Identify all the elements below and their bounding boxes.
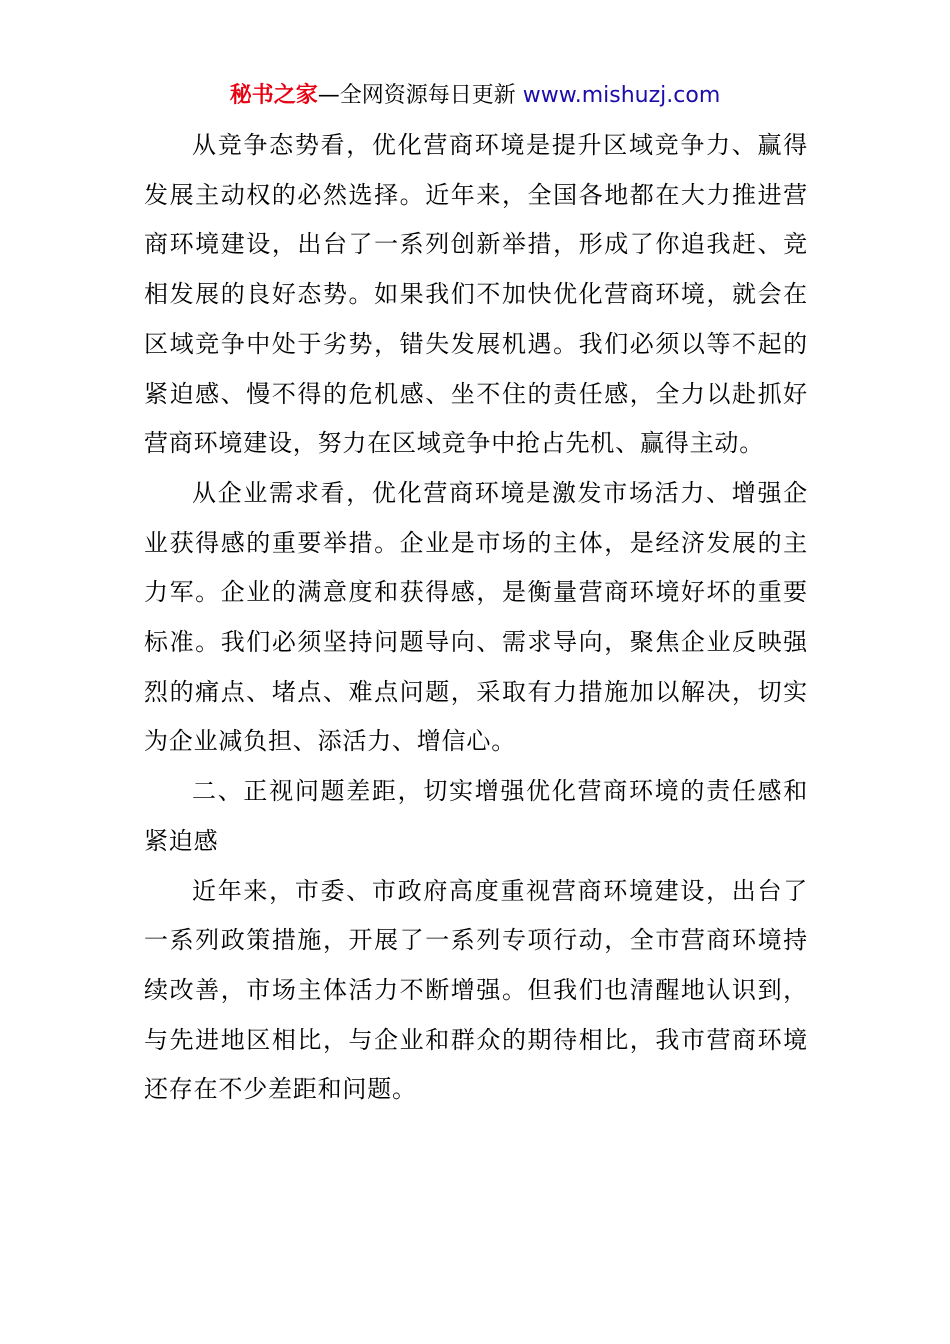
brand-name: 秘书之家: [229, 83, 318, 108]
header-tagline: —全网资源每日更新: [317, 83, 516, 108]
paragraph-competition: 从竞争态势看，优化营商环境是提升区域竞争力、赢得发展主动权的必然选择。近年来，全国各地都在大力推进营商环境建设，出台了一系列创新举措，形成了你追我赶、竞相发展的良好态势。如果我们不加快优化营商环境，就会在区域竞争中处于劣势，错失发展机遇。我们必须以等不起的紧迫感、慢不得的危机感、坐不住的责任感，全力以赴抓好营商环境建设，努力在区域竞争中抢占先机、赢得主动。: [144, 131, 808, 458]
site-link[interactable]: www.mishuzj.com: [522, 83, 721, 108]
paragraph-recent-years: 近年来，市委、市政府高度重视营商环境建设，出台了一系列政策措施，开展了一系列专项行动，全市营商环境持续改善，市场主体活力不断增强。但我们也清醒地认识到，与先进地区相比，与企业和群众的期待相比，我市营商环境还存在不少差距和问题。: [144, 876, 808, 1104]
paragraph-enterprise-demand: 从企业需求看，优化营商环境是激发市场活力、增强企业获得感的重要举措。企业是市场的主体，是经济发展的主力军。企业的满意度和获得感，是衡量营商环境好坏的重要标准。我们必须坚持问题导向、需求导向，聚焦企业反映强烈的痛点、堵点、难点问题，采取有力措施加以解决，切实为企业减负担、添活力、增信心。: [144, 478, 808, 756]
section-heading-2: 二、正视问题差距，切实增强优化营商环境的责任感和紧迫感: [144, 777, 808, 855]
page-header: [0, 80, 950, 112]
document-body: [144, 121, 808, 1115]
